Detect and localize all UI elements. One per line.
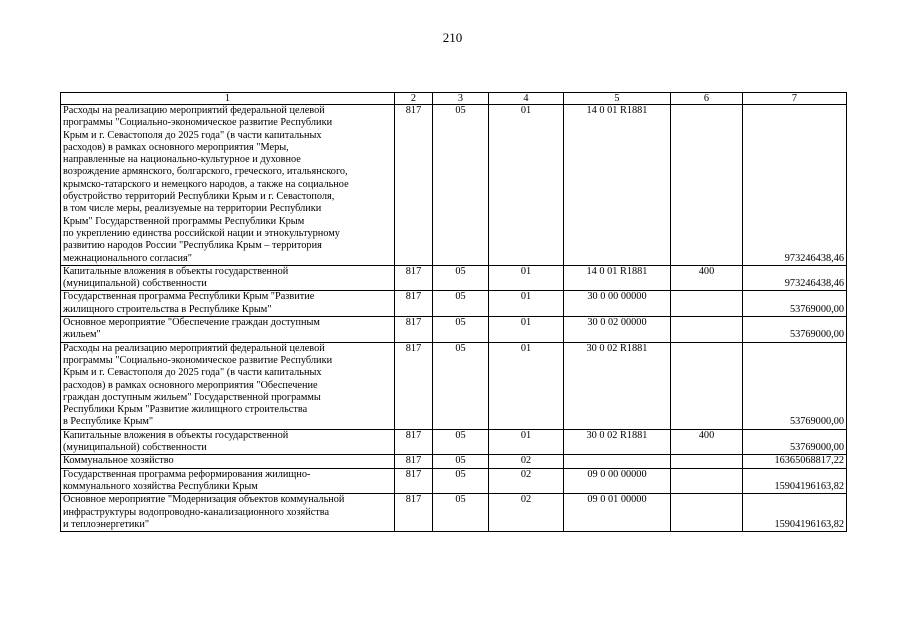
row-code-cell: 817 [395, 494, 433, 532]
row-subsection-cell: 01 [489, 317, 564, 343]
row-subsection-cell: 02 [489, 455, 564, 468]
row-amount-cell: 16365068817,22 [743, 455, 847, 468]
row-code-cell: 817 [395, 317, 433, 343]
header-cell: 5 [564, 93, 671, 105]
row-name-cell: Расходы на реализацию мероприятий федеральной целевой программы "Социально-экономическое развитие Республики Крым и г. Севастополя до 2025 года" (в части капитальных расходов) в рамках основного мероприятия "Меры, направленные на национально-культурное и духовное возрождение армянского, болгарского, греческого, итальянского, крымско-татарского и немецкого народов, а также на социальное обустройство территорий Республики Крым и г. Севастополя, в том числе меры, реализуемые на территории Республики Крым" Государственной программы Республики Крым по укреплению единства российской нации и этнокультурному развитию народов России "Республика Крым – территория межнационального согласия" [61, 105, 395, 266]
table-header-row [61, 93, 847, 105]
row-expense-type-cell [671, 468, 743, 494]
table-row [61, 317, 847, 343]
row-subsection-cell: 02 [489, 494, 564, 532]
table-row [61, 455, 847, 468]
row-amount-cell: 53769000,00 [743, 291, 847, 317]
page-number: 210 [442, 30, 463, 45]
row-target-article-cell: 14 0 01 R1881 [564, 105, 671, 266]
row-amount-cell: 15904196163,82 [743, 468, 847, 494]
header-cell: 2 [395, 93, 433, 105]
row-code-cell: 817 [395, 455, 433, 468]
table-row [61, 494, 847, 532]
table-row [61, 265, 847, 291]
row-section-cell: 05 [433, 291, 489, 317]
table-row [61, 105, 847, 266]
row-section-cell: 05 [433, 265, 489, 291]
row-amount-cell: 53769000,00 [743, 342, 847, 429]
budget-table [60, 92, 847, 532]
row-code-cell: 817 [395, 429, 433, 455]
row-subsection-cell: 01 [489, 291, 564, 317]
row-section-cell: 05 [433, 429, 489, 455]
row-amount-cell: 53769000,00 [743, 429, 847, 455]
row-target-article-cell: 30 0 02 R1881 [564, 342, 671, 429]
row-name-cell: Капитальные вложения в объекты государственной (муниципальной) собственности [61, 429, 395, 455]
row-name-cell: Основное мероприятие "Модернизация объектов коммунальной инфраструктуры водопроводно-канализационного хозяйства и теплоэнергетики" [61, 494, 395, 532]
row-subsection-cell: 01 [489, 429, 564, 455]
header-cell: 3 [433, 93, 489, 105]
row-target-article-cell: 30 0 02 R1881 [564, 429, 671, 455]
row-amount-cell: 15904196163,82 [743, 494, 847, 532]
row-expense-type-cell: 400 [671, 265, 743, 291]
row-name-cell: Государственная программа Республики Крым "Развитие жилищного строительства в Республике Крым" [61, 291, 395, 317]
row-amount-cell: 973246438,46 [743, 265, 847, 291]
table-row [61, 429, 847, 455]
row-expense-type-cell [671, 342, 743, 429]
row-amount-cell: 53769000,00 [743, 317, 847, 343]
header-cell: 6 [671, 93, 743, 105]
row-name-cell: Расходы на реализацию мероприятий федеральной целевой программы "Социально-экономическое развитие Республики Крым и г. Севастополя до 2025 года" (в части капитальных расходов) в рамках основного мероприятия "Обеспечение граждан доступным жильем" Государственной программы Республики Крым "Развитие жилищного строительства в Республике Крым" [61, 342, 395, 429]
row-expense-type-cell: 400 [671, 429, 743, 455]
row-section-cell: 05 [433, 342, 489, 429]
row-target-article-cell: 09 0 00 00000 [564, 468, 671, 494]
row-section-cell: 05 [433, 455, 489, 468]
row-subsection-cell: 01 [489, 105, 564, 266]
row-code-cell: 817 [395, 468, 433, 494]
header-cell: 4 [489, 93, 564, 105]
row-expense-type-cell [671, 291, 743, 317]
row-code-cell: 817 [395, 291, 433, 317]
table-row [61, 342, 847, 429]
row-subsection-cell: 02 [489, 468, 564, 494]
row-name-cell: Основное мероприятие "Обеспечение граждан доступным жильем" [61, 317, 395, 343]
row-amount-cell: 973246438,46 [743, 105, 847, 266]
row-name-cell: Коммунальное хозяйство [61, 455, 395, 468]
row-expense-type-cell [671, 105, 743, 266]
row-target-article-cell: 14 0 01 R1881 [564, 265, 671, 291]
row-target-article-cell: 30 0 02 00000 [564, 317, 671, 343]
table-row [61, 291, 847, 317]
row-code-cell: 817 [395, 105, 433, 266]
row-section-cell: 05 [433, 317, 489, 343]
row-section-cell: 05 [433, 468, 489, 494]
row-expense-type-cell [671, 317, 743, 343]
row-subsection-cell: 01 [489, 342, 564, 429]
row-code-cell: 817 [395, 342, 433, 429]
row-subsection-cell: 01 [489, 265, 564, 291]
header-cell: 7 [743, 93, 847, 105]
table-row [61, 468, 847, 494]
row-name-cell: Государственная программа реформирования жилищно- коммунального хозяйства Республики Крым [61, 468, 395, 494]
row-code-cell: 817 [395, 265, 433, 291]
row-target-article-cell [564, 455, 671, 468]
row-name-cell: Капитальные вложения в объекты государственной (муниципальной) собственности [61, 265, 395, 291]
row-section-cell: 05 [433, 494, 489, 532]
row-expense-type-cell [671, 494, 743, 532]
row-target-article-cell: 30 0 00 00000 [564, 291, 671, 317]
header-cell: 1 [61, 93, 395, 105]
row-section-cell: 05 [433, 105, 489, 266]
row-expense-type-cell [671, 455, 743, 468]
row-target-article-cell: 09 0 01 00000 [564, 494, 671, 532]
